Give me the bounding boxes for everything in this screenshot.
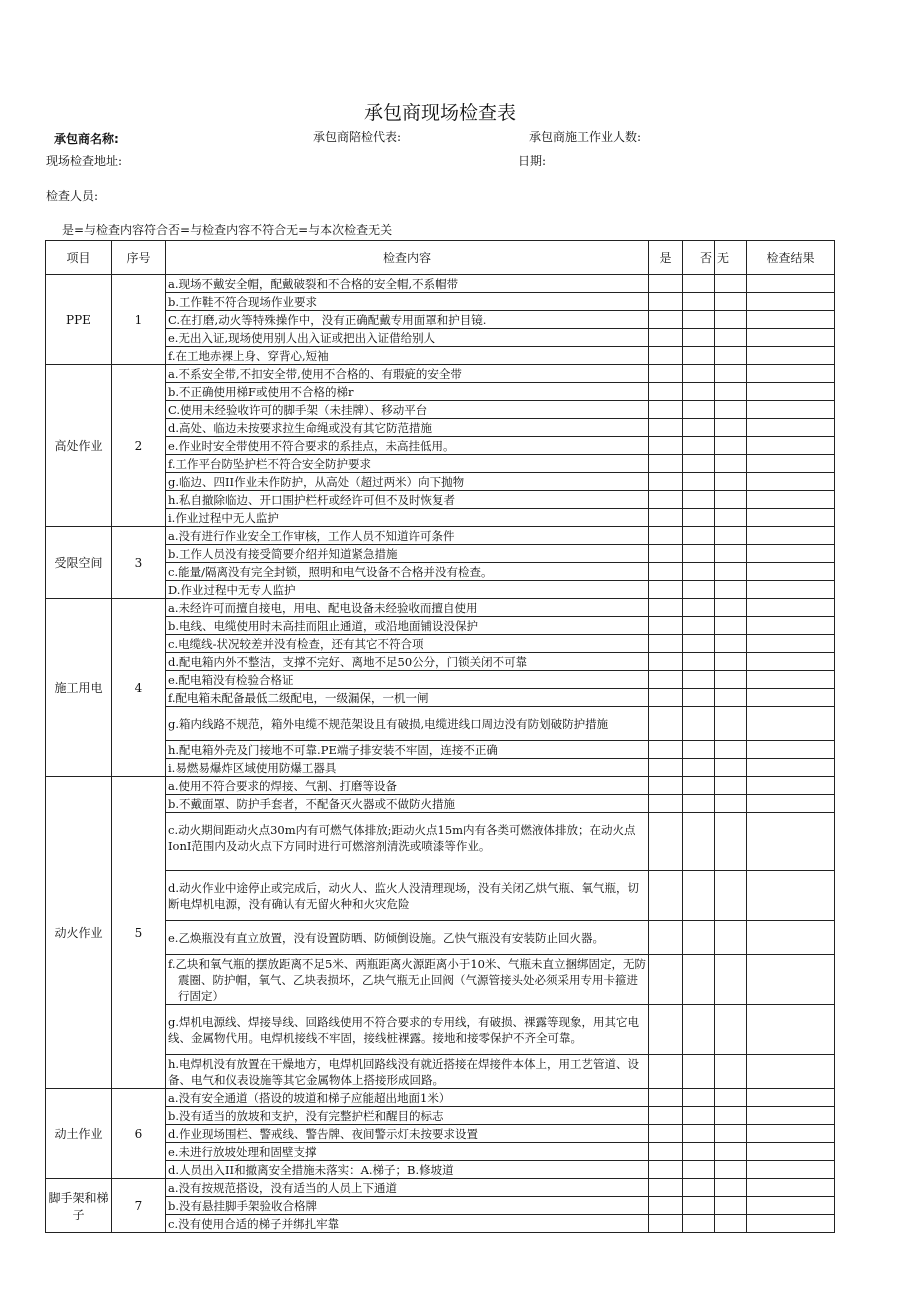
checkbox-cell-no[interactable] <box>683 1197 715 1215</box>
check-item-text: e.无出入证,现场使用别人出入证或把出入证借给别人 <box>168 330 436 345</box>
checkbox-cell-yes[interactable] <box>649 347 683 365</box>
check-item <box>166 581 649 599</box>
check-item <box>166 491 649 509</box>
checkbox-cell-no[interactable] <box>683 1089 715 1107</box>
table-row <box>46 275 835 293</box>
checkbox-cell-yes[interactable] <box>649 1143 683 1161</box>
checkbox-cell-yes[interactable] <box>649 1125 683 1143</box>
checkbox-cell-yes[interactable] <box>649 491 683 509</box>
checkbox-cell-na[interactable] <box>715 329 747 347</box>
checkbox-cell-yes[interactable] <box>649 311 683 329</box>
checkbox-cell-result[interactable] <box>747 1055 835 1089</box>
check-item-text: b.没有适当的放坡和支护，没有完整护栏和醒目的标志 <box>168 1108 444 1123</box>
check-item-text: a.没有安全通道（搭设的坡道和梯子应能超出地面1米） <box>168 1090 451 1105</box>
check-item <box>166 1179 649 1197</box>
table-row <box>46 599 835 617</box>
checkbox-cell-na[interactable] <box>715 1005 747 1055</box>
category-cell: 高处作业 <box>46 365 112 527</box>
checkbox-cell-no[interactable] <box>683 1005 715 1055</box>
check-item-text: e.乙焕瓶没有直立放置，没有设置防晒、防倾倒设施。乙快气瓶没有安装防止回火器。 <box>168 930 604 945</box>
checkbox-cell-result[interactable] <box>747 795 835 813</box>
category-cell: 动火作业 <box>46 777 112 1089</box>
checkbox-cell-yes[interactable] <box>649 1005 683 1055</box>
check-item <box>166 955 649 1005</box>
checkbox-cell-yes[interactable] <box>649 275 683 293</box>
checkbox-cell-result[interactable] <box>747 653 835 671</box>
table-body <box>46 275 835 1233</box>
check-item-text: D.作业过程中无专人监护 <box>168 582 296 597</box>
checkbox-cell-no[interactable] <box>683 401 715 419</box>
checkbox-cell-no[interactable] <box>683 275 715 293</box>
table-row <box>46 1089 835 1107</box>
checkbox-cell-na[interactable] <box>715 1215 747 1233</box>
checkbox-cell-result[interactable] <box>747 813 835 871</box>
checkbox-cell-yes[interactable] <box>649 1089 683 1107</box>
checkbox-cell-na[interactable] <box>715 1089 747 1107</box>
checkbox-cell-no[interactable] <box>683 759 715 777</box>
check-item <box>166 795 649 813</box>
check-item <box>166 347 649 365</box>
column-header: 是 <box>649 241 683 275</box>
site-address-label: 现场检查地址: <box>46 154 123 168</box>
checkbox-cell-no[interactable] <box>683 455 715 473</box>
checkbox-cell-na[interactable] <box>715 777 747 795</box>
checkbox-cell-result[interactable] <box>747 1005 835 1055</box>
check-item <box>166 509 649 527</box>
checkbox-cell-na[interactable] <box>715 509 747 527</box>
check-item-text: d.配电箱内外不整洁，支撑不完好、离地不足50公分，门锁关闭不可靠 <box>168 654 528 669</box>
checkbox-cell-no[interactable] <box>683 509 715 527</box>
checkbox-cell-na[interactable] <box>715 955 747 1005</box>
check-item-text: a.没有按规范搭设，没有适当的人员上下通道 <box>168 1180 398 1195</box>
checkbox-cell-yes[interactable] <box>649 741 683 759</box>
checkbox-cell-na[interactable] <box>715 1107 747 1125</box>
check-item <box>166 1161 649 1179</box>
checkbox-cell-yes[interactable] <box>649 635 683 653</box>
page-title: 承包商现场检查表 <box>363 102 516 124</box>
check-item-text: d.高处、临边未按要求拉生命绳或没有其它防范措施 <box>168 420 433 435</box>
checkbox-cell-yes[interactable] <box>649 383 683 401</box>
column-header: 项目 <box>46 241 112 275</box>
checkbox-cell-yes[interactable] <box>649 759 683 777</box>
check-item <box>166 653 649 671</box>
checkbox-cell-na[interactable] <box>715 813 747 871</box>
checkbox-cell-yes[interactable] <box>649 617 683 635</box>
checkbox-cell-no[interactable] <box>683 1161 715 1179</box>
check-item <box>166 1215 649 1233</box>
check-item <box>166 365 649 383</box>
category-cell: 动土作业 <box>46 1089 112 1179</box>
checkbox-cell-no[interactable] <box>683 1107 715 1125</box>
checkbox-cell-na[interactable] <box>715 617 747 635</box>
checkbox-cell-na[interactable] <box>715 921 747 955</box>
column-header: 检查结果 <box>747 241 835 275</box>
category-cell: PPE <box>46 275 112 365</box>
table-row <box>46 1179 835 1197</box>
check-item-text: a.未经许可而擅自接电，用电、配电设备未经验收而擅自使用 <box>168 600 478 615</box>
column-header: 序号 <box>112 241 166 275</box>
table-row <box>46 527 835 545</box>
check-item-text: h.私自撤除临边、开口围护栏杆或经许可但不及时恢复者 <box>168 492 456 507</box>
check-item <box>166 813 649 871</box>
check-item-text: C.在打磨,动火等特殊操作中，没有正确配戴专用面罩和护目镜. <box>168 312 487 327</box>
check-item <box>166 437 649 455</box>
column-header: 否 <box>683 241 715 275</box>
checkbox-cell-yes[interactable] <box>649 689 683 707</box>
checkbox-cell-result[interactable] <box>747 1179 835 1197</box>
worker-count-label: 承包商施工作业人数: <box>529 130 642 144</box>
check-item <box>166 1107 649 1125</box>
check-item <box>166 473 649 491</box>
check-item-text: b.不戴面罩、防护手套者，不配备灭火器或不做防火措施 <box>168 796 456 811</box>
number-cell: 7 <box>112 1179 166 1233</box>
checkbox-cell-yes[interactable] <box>649 455 683 473</box>
checkbox-cell-no[interactable] <box>683 383 715 401</box>
checkbox-cell-result[interactable] <box>747 437 835 455</box>
checkbox-cell-na[interactable] <box>715 437 747 455</box>
checkbox-cell-na[interactable] <box>715 563 747 581</box>
checkbox-cell-result[interactable] <box>747 347 835 365</box>
checkbox-cell-na[interactable] <box>715 1161 747 1179</box>
checkbox-cell-result[interactable] <box>747 871 835 921</box>
number-cell: 2 <box>112 365 166 527</box>
checkbox-cell-yes[interactable] <box>649 1161 683 1179</box>
check-item <box>166 275 649 293</box>
checkbox-cell-no[interactable] <box>683 653 715 671</box>
check-item-text: h.配电箱外壳及门接地不可靠.PE端子排安装不牢固，连接不正确 <box>168 742 498 757</box>
checkbox-cell-yes[interactable] <box>649 365 683 383</box>
check-item-text: b.工作鞋不符合现场作业要求 <box>168 294 318 309</box>
check-item-text: b.工作人员没有接受简要介绍并知道紧急措施 <box>168 546 398 561</box>
checkbox-cell-no[interactable] <box>683 365 715 383</box>
checkbox-cell-na[interactable] <box>715 759 747 777</box>
checkbox-cell-yes[interactable] <box>649 1179 683 1197</box>
checkbox-cell-result[interactable] <box>747 491 835 509</box>
check-item-text: a.现场不戴安全帽，配戴破裂和不合格的安全帽,不系帽带 <box>168 276 459 291</box>
check-item-text: f.乙块和氧气瓶的摆放距离不足5米、两瓶距离火源距离小于10米、气瓶未直立捆绑固定，无防震圈、防护帽，氧气、乙块表损坏，乙块气瓶无止回阀（气源管接头处必须采用专用卡箍进行固定） <box>168 956 646 1003</box>
checkbox-cell-na[interactable] <box>715 383 747 401</box>
check-item-text: g.焊机电源线、焊接导线、回路线使用不符合要求的专用线，有破损、裸露等现象，用其它电线、金属物代用。电焊机接线不牢固，接线桩裸露。接地和接零保护不齐全可靠。 <box>168 1014 640 1045</box>
inspection-table <box>45 240 835 1233</box>
check-item <box>166 1005 649 1055</box>
checkbox-cell-result[interactable] <box>747 419 835 437</box>
check-item <box>166 419 649 437</box>
checkbox-cell-no[interactable] <box>683 777 715 795</box>
number-cell: 3 <box>112 527 166 599</box>
check-item <box>166 455 649 473</box>
checkbox-cell-result[interactable] <box>747 1197 835 1215</box>
checkbox-cell-na[interactable] <box>715 707 747 741</box>
checkbox-cell-na[interactable] <box>715 527 747 545</box>
check-item-text: f.在工地赤裸上身、穿背心,短袖 <box>168 348 329 363</box>
check-item <box>166 293 649 311</box>
checkbox-cell-na[interactable] <box>715 473 747 491</box>
table-row <box>46 365 835 383</box>
checkbox-cell-yes[interactable] <box>649 707 683 741</box>
checkbox-cell-yes[interactable] <box>649 1197 683 1215</box>
check-item-text: d.动火作业中途停止或完成后，动火人、监火人没清理现场，没有关闭乙烘气瓶、氧气瓶，切断电焊机电源，没有确认有无留火种和火灾危险 <box>168 880 640 911</box>
checkbox-cell-yes[interactable] <box>649 293 683 311</box>
checkbox-cell-na[interactable] <box>715 671 747 689</box>
check-item <box>166 921 649 955</box>
checkbox-cell-na[interactable] <box>715 581 747 599</box>
checkbox-cell-no[interactable] <box>683 1125 715 1143</box>
check-item-text: c.动火期间距动火点30m内有可燃气体排放;距动火点15m内有各类可燃液体排放；在动火点IonI范围内及动火点下方同时进行可燃溶剂清洗或喷漆等作业。 <box>168 822 636 853</box>
checkbox-cell-yes[interactable] <box>649 1215 683 1233</box>
checkbox-cell-no[interactable] <box>683 437 715 455</box>
check-item-text: i.易燃易爆炸区域使用防爆工器具 <box>168 760 337 775</box>
checkbox-cell-na[interactable] <box>715 455 747 473</box>
check-item <box>166 311 649 329</box>
checkbox-cell-result[interactable] <box>747 1107 835 1125</box>
checkbox-cell-na[interactable] <box>715 347 747 365</box>
check-item <box>166 527 649 545</box>
checkbox-cell-yes[interactable] <box>649 473 683 491</box>
checkbox-cell-result[interactable] <box>747 329 835 347</box>
check-item <box>166 689 649 707</box>
checkbox-cell-result[interactable] <box>747 275 835 293</box>
contractor-rep-label: 承包商陪检代表: <box>313 130 402 144</box>
table-row <box>46 777 835 795</box>
check-item-text: b.电线、电缆使用时未高挂而阻止通道，或沿地面铺设没保护 <box>168 618 479 633</box>
checkbox-cell-result[interactable] <box>747 921 835 955</box>
category-cell: 脚手架和梯子 <box>46 1179 112 1233</box>
checkbox-cell-na[interactable] <box>715 795 747 813</box>
checkbox-cell-yes[interactable] <box>649 329 683 347</box>
checkbox-cell-no[interactable] <box>683 581 715 599</box>
checkbox-cell-result[interactable] <box>747 671 835 689</box>
checkbox-cell-result[interactable] <box>747 741 835 759</box>
checkbox-cell-no[interactable] <box>683 293 715 311</box>
check-item <box>166 1125 649 1143</box>
check-item-text: f.配电箱未配备最低二级配电，一级漏保，一机一闸 <box>168 690 429 705</box>
checkbox-cell-no[interactable] <box>683 599 715 617</box>
checkbox-cell-yes[interactable] <box>649 581 683 599</box>
checkbox-cell-no[interactable] <box>683 419 715 437</box>
check-item <box>166 401 649 419</box>
checkbox-cell-yes[interactable] <box>649 545 683 563</box>
checkbox-cell-no[interactable] <box>683 689 715 707</box>
checkbox-cell-no[interactable] <box>683 311 715 329</box>
checkbox-cell-na[interactable] <box>715 401 747 419</box>
checkbox-cell-no[interactable] <box>683 617 715 635</box>
checkbox-cell-no[interactable] <box>683 707 715 741</box>
checkbox-cell-result[interactable] <box>747 545 835 563</box>
checkbox-cell-no[interactable] <box>683 1055 715 1089</box>
checkbox-cell-result[interactable] <box>747 1215 835 1233</box>
inspectors-label: 检查人员: <box>46 189 99 203</box>
checkbox-cell-no[interactable] <box>683 329 715 347</box>
checkbox-cell-yes[interactable] <box>649 871 683 921</box>
checkbox-cell-yes[interactable] <box>649 599 683 617</box>
check-item-text: e.作业时安全带使用不符合要求的系挂点，未高挂低用。 <box>168 438 455 453</box>
checkbox-cell-yes[interactable] <box>649 813 683 871</box>
check-item-text: g.临边、四II作业未作防护，从高处（超过两米）向下抛物 <box>168 474 465 489</box>
checkbox-cell-no[interactable] <box>683 813 715 871</box>
checkbox-cell-yes[interactable] <box>649 509 683 527</box>
checkbox-cell-result[interactable] <box>747 383 835 401</box>
checkbox-cell-yes[interactable] <box>649 1107 683 1125</box>
checkbox-cell-no[interactable] <box>683 1215 715 1233</box>
table-header-row <box>46 241 835 275</box>
check-item <box>166 707 649 741</box>
checkbox-cell-no[interactable] <box>683 527 715 545</box>
checkbox-cell-result[interactable] <box>747 1143 835 1161</box>
check-item-text: a.使用不符合要求的焊接、气割、打磨等设备 <box>168 778 398 793</box>
checkbox-cell-no[interactable] <box>683 871 715 921</box>
check-item-text: a.不系安全带,不扣安全带,使用不合格的、有瑕疵的安全带 <box>168 366 462 381</box>
checkbox-cell-result[interactable] <box>747 635 835 653</box>
check-item-text: a.没有进行作业安全工作审核，工作人员不知道许可条件 <box>168 528 455 543</box>
checkbox-cell-na[interactable] <box>715 689 747 707</box>
check-item <box>166 1055 649 1089</box>
category-cell: 受限空间 <box>46 527 112 599</box>
checkbox-cell-na[interactable] <box>715 1125 747 1143</box>
checkbox-cell-no[interactable] <box>683 671 715 689</box>
checkbox-cell-no[interactable] <box>683 635 715 653</box>
checkbox-cell-result[interactable] <box>747 617 835 635</box>
check-item-text: e.未进行放坡处理和固壁支撑 <box>168 1144 317 1159</box>
checkbox-cell-no[interactable] <box>683 955 715 1005</box>
check-item <box>166 383 649 401</box>
legend: 是=与检查内容符合否=与检查内容不符合无=与本次检查无关 <box>62 223 393 237</box>
checkbox-cell-result[interactable] <box>747 759 835 777</box>
checkbox-cell-yes[interactable] <box>649 671 683 689</box>
checkbox-cell-no[interactable] <box>683 545 715 563</box>
checkbox-cell-na[interactable] <box>715 419 747 437</box>
check-item-text: C.使用未经验收许可的脚手架（未挂牌）、移动平台 <box>168 402 428 417</box>
check-item <box>166 759 649 777</box>
checkbox-cell-na[interactable] <box>715 1179 747 1197</box>
checkbox-cell-no[interactable] <box>683 491 715 509</box>
check-item-text: g.箱内线路不规范，箱外电缆不规范架设且有破损,电缆进线口周边没有防划破防护措施 <box>168 716 609 731</box>
checkbox-cell-yes[interactable] <box>649 921 683 955</box>
date-label: 日期: <box>518 154 547 168</box>
checkbox-cell-no[interactable] <box>683 347 715 365</box>
column-header: 检查内容 <box>166 241 649 275</box>
checkbox-cell-na[interactable] <box>715 365 747 383</box>
number-cell: 1 <box>112 275 166 365</box>
checkbox-cell-no[interactable] <box>683 563 715 581</box>
check-item <box>166 599 649 617</box>
checkbox-cell-yes[interactable] <box>649 653 683 671</box>
checkbox-cell-na[interactable] <box>715 871 747 921</box>
checkbox-cell-na[interactable] <box>715 293 747 311</box>
checkbox-cell-result[interactable] <box>747 955 835 1005</box>
check-item <box>166 671 649 689</box>
number-cell: 4 <box>112 599 166 777</box>
check-item-text: b.不正确使用梯F或使用不合格的梯r <box>168 384 354 399</box>
checkbox-cell-yes[interactable] <box>649 1055 683 1089</box>
checkbox-cell-no[interactable] <box>683 473 715 491</box>
check-item-text: h.电焊机没有放置在干燥地方，电焊机回路线没有就近搭接在焊接件本体上，用工艺管道、设备、电气和仪表设施等其它金属物体上搭接形成回路。 <box>168 1056 640 1087</box>
checkbox-cell-yes[interactable] <box>649 401 683 419</box>
checkbox-cell-na[interactable] <box>715 1197 747 1215</box>
check-item-text: c.能量/隔离没有完全封锁，照明和电气设备不合格并没有检查。 <box>168 564 493 579</box>
checkbox-cell-result[interactable] <box>747 707 835 741</box>
check-item <box>166 777 649 795</box>
check-item <box>166 617 649 635</box>
checkbox-cell-no[interactable] <box>683 921 715 955</box>
checkbox-cell-yes[interactable] <box>649 563 683 581</box>
checkbox-cell-no[interactable] <box>683 1179 715 1197</box>
check-item-text: i.作业过程中无人监护 <box>168 510 279 525</box>
checkbox-cell-result[interactable] <box>747 1125 835 1143</box>
check-item <box>166 1197 649 1215</box>
number-cell: 5 <box>112 777 166 1089</box>
check-item <box>166 1089 649 1107</box>
checkbox-cell-yes[interactable] <box>649 777 683 795</box>
checkbox-cell-result[interactable] <box>747 527 835 545</box>
category-cell: 施工用电 <box>46 599 112 777</box>
checkbox-cell-na[interactable] <box>715 653 747 671</box>
checkbox-cell-result[interactable] <box>747 599 835 617</box>
checkbox-cell-na[interactable] <box>715 635 747 653</box>
check-item <box>166 329 649 347</box>
check-item <box>166 871 649 921</box>
check-item-text: c.没有使用合适的梯子并绑扎牢靠 <box>168 1216 340 1231</box>
checkbox-cell-na[interactable] <box>715 1055 747 1089</box>
checkbox-cell-na[interactable] <box>715 311 747 329</box>
check-item-text: e.配电箱没有检验合格证 <box>168 672 294 687</box>
check-item <box>166 741 649 759</box>
checkbox-cell-yes[interactable] <box>649 437 683 455</box>
checkbox-cell-result[interactable] <box>747 689 835 707</box>
number-cell: 6 <box>112 1089 166 1179</box>
checkbox-cell-result[interactable] <box>747 509 835 527</box>
checkbox-cell-na[interactable] <box>715 1143 747 1161</box>
checkbox-cell-na[interactable] <box>715 491 747 509</box>
checkbox-cell-result[interactable] <box>747 401 835 419</box>
check-item <box>166 563 649 581</box>
contractor-name-label: 承包商名称: <box>54 132 119 146</box>
checkbox-cell-result[interactable] <box>747 1161 835 1179</box>
checkbox-cell-na[interactable] <box>715 741 747 759</box>
checkbox-cell-yes[interactable] <box>649 955 683 1005</box>
checkbox-cell-result[interactable] <box>747 777 835 795</box>
checkbox-cell-result[interactable] <box>747 455 835 473</box>
checkbox-cell-yes[interactable] <box>649 527 683 545</box>
checkbox-cell-result[interactable] <box>747 581 835 599</box>
checkbox-cell-no[interactable] <box>683 795 715 813</box>
check-item-text: f.工作平台防坠护栏不符合安全防护要求 <box>168 456 371 471</box>
check-item <box>166 635 649 653</box>
check-item-text: d.作业现场围栏、警戒线、警告牌、夜间警示灯未按要求设置 <box>168 1126 479 1141</box>
checkbox-cell-na[interactable] <box>715 275 747 293</box>
checkbox-cell-result[interactable] <box>747 365 835 383</box>
checkbox-cell-no[interactable] <box>683 1143 715 1161</box>
check-item-text: b.没有悬挂脚手架验收合格牌 <box>168 1198 318 1213</box>
checkbox-cell-yes[interactable] <box>649 795 683 813</box>
check-item-text: d.人员出入II和撤离安全措施未落实：A.梯子；B.修坡道 <box>168 1162 454 1177</box>
checkbox-cell-result[interactable] <box>747 473 835 491</box>
checkbox-cell-result[interactable] <box>747 311 835 329</box>
checkbox-cell-result[interactable] <box>747 1089 835 1107</box>
checkbox-cell-result[interactable] <box>747 293 835 311</box>
checkbox-cell-result[interactable] <box>747 563 835 581</box>
check-item <box>166 545 649 563</box>
checkbox-cell-na[interactable] <box>715 599 747 617</box>
column-header: 无 <box>715 241 747 275</box>
check-item <box>166 1143 649 1161</box>
checkbox-cell-na[interactable] <box>715 545 747 563</box>
checkbox-cell-no[interactable] <box>683 741 715 759</box>
check-item-text: c.电缆线-状况较差并没有检查，还有其它不符合项 <box>168 636 424 651</box>
checkbox-cell-yes[interactable] <box>649 419 683 437</box>
